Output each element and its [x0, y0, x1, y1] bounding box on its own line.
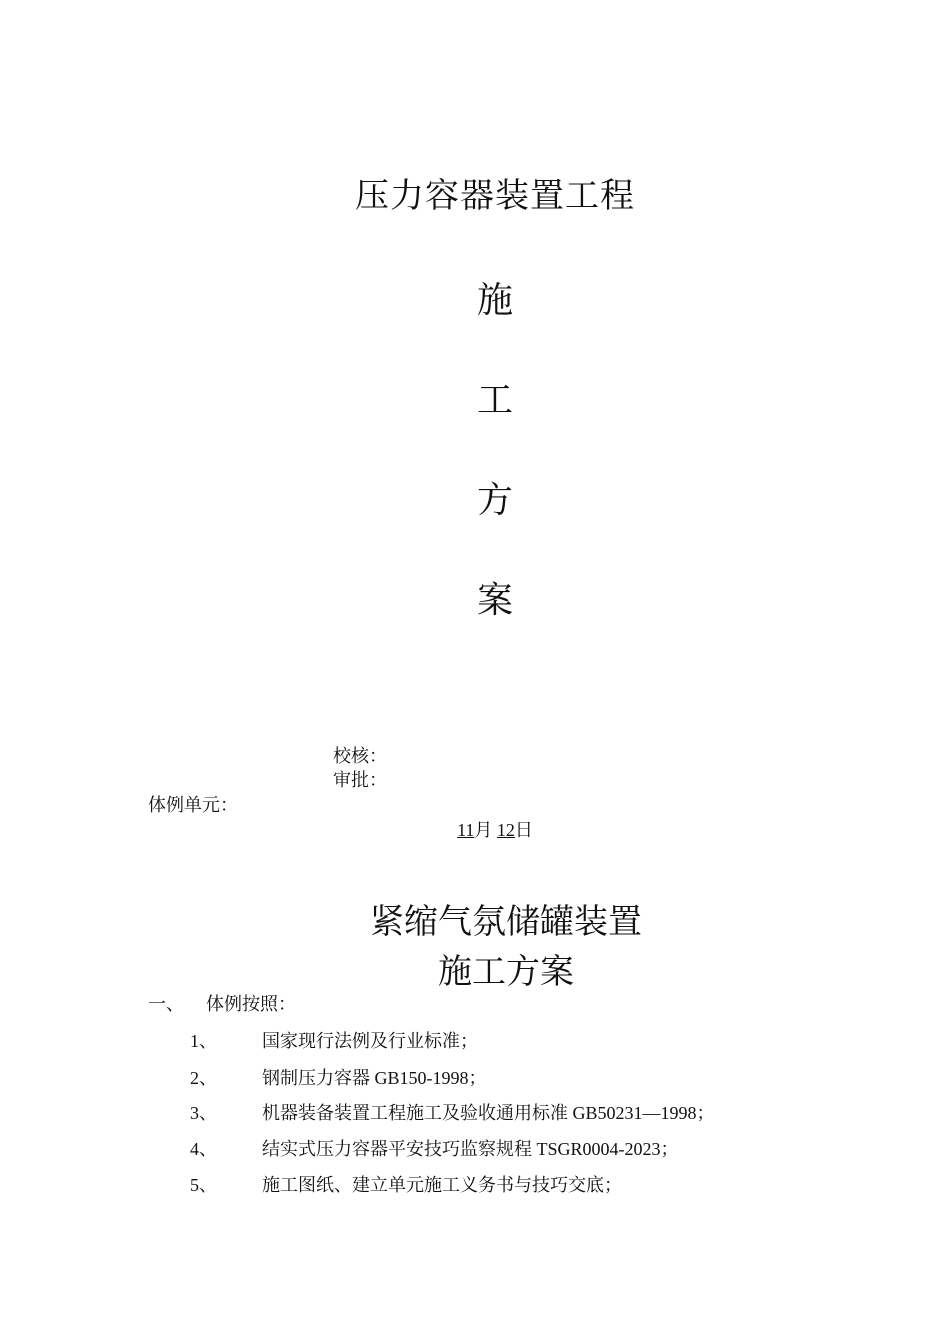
cover-vertical-char: 案	[476, 580, 513, 620]
list-item-number: 4、	[190, 1139, 217, 1159]
section-heading	[148, 990, 296, 1016]
list-item-text: 钢制压力容器 GB150-1998；	[262, 1068, 487, 1088]
section-title: 体例按照：	[206, 994, 296, 1014]
list-item-text: 国家现行法例及行业标准；	[262, 1031, 478, 1051]
list-item-text: 机器装备装置工程施工及验收通用标准 GB50231—1998；	[262, 1103, 715, 1123]
cover-vertical-char: 方	[476, 480, 513, 520]
check-label: 校核：	[333, 746, 387, 766]
approve-label: 审批：	[333, 770, 387, 790]
cover-title: 压力容器装置工程	[355, 178, 635, 215]
cover-vertical-char: 工	[476, 380, 513, 420]
plan-title-line2: 施工方案	[438, 954, 574, 991]
date-day: 12	[496, 820, 515, 840]
section-number: 一、	[148, 994, 184, 1014]
plan-title-line1: 紧缩气氛储罐装置	[370, 904, 642, 941]
list-item-number: 2、	[190, 1068, 217, 1088]
list-item-number: 5、	[190, 1175, 217, 1195]
unit-label: 体例单元：	[148, 795, 238, 815]
list-item-text: 施工图纸、建立单元施工义务书与技巧交底；	[262, 1175, 622, 1195]
cover-vertical-char: 施	[476, 280, 513, 320]
date-month-suffix: 月	[474, 820, 493, 840]
date-day-suffix: 日	[514, 820, 533, 840]
list-item-number: 3、	[190, 1103, 217, 1123]
list-item-text: 结实式压力容器平安技巧监察规程 TSGR0004-2023；	[262, 1139, 679, 1159]
date-month: 11	[457, 820, 475, 840]
list-item-number: 1、	[190, 1031, 217, 1051]
cover-date	[0, 816, 950, 842]
